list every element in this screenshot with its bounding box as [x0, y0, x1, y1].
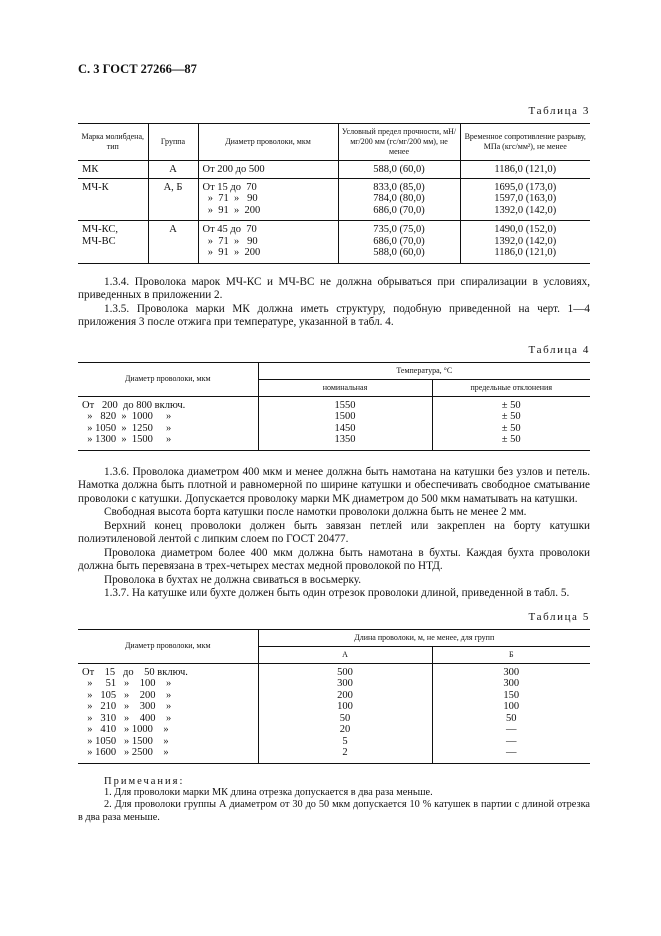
t5-col-group-a: А — [258, 646, 432, 663]
cell-line: 833,0 (85,0) — [373, 181, 425, 193]
cell — [460, 178, 590, 221]
cell-line: 1550 — [334, 399, 356, 411]
cell-line: 1695,0 (173,0) — [494, 181, 557, 193]
cell-line: От 15 до 50 включ. — [82, 666, 188, 678]
t4-col-temp: Температура, °С — [258, 362, 590, 379]
table-row — [78, 663, 590, 763]
cell-line: 100 — [503, 701, 520, 712]
cell-line: 150 — [503, 689, 520, 701]
cell-line: От 200 до 800 включ. — [82, 399, 186, 411]
cell-line: 1597,0 (163,0) — [494, 193, 557, 204]
paragraph-flange: Свободная высота борта катушки после намотки проволоки должна быть не менее 2 мм. — [104, 506, 527, 518]
page-header: С. 3 ГОСТ 27266—87 — [78, 62, 197, 76]
cell-line: » 410 » 1000 » — [82, 724, 169, 735]
cell: А — [148, 161, 198, 179]
cell: От 200 до 500 — [198, 161, 338, 179]
cell-line: » 71 » 90 — [202, 193, 258, 204]
cell-line: 1392,0 (142,0) — [494, 204, 557, 216]
t4-col-nominal: номинальная — [258, 379, 432, 396]
cell — [198, 221, 338, 264]
t3-col-group: Группа — [148, 124, 198, 161]
cell-line: 5 — [342, 735, 348, 747]
t3-col-diam: Диаметр проволоки, мкм — [198, 124, 338, 161]
cell-line: » 71 » 90 — [202, 235, 258, 247]
cell-line: 735,0 (75,0) — [373, 224, 425, 235]
cell-line: » 820 » 1000 » — [82, 411, 172, 422]
paragraph-1-3-7: 1.3.7. На катушке или бухте должен быть один отрезок проволоки длиной, приведенной в табл. 5. — [104, 587, 570, 599]
cell-line: 300 — [337, 678, 353, 689]
table5-caption: Таблица 5 — [528, 610, 590, 623]
cell-line: От 15 до 70 — [202, 181, 257, 193]
cell-line: — — [506, 735, 517, 747]
cell — [258, 663, 432, 763]
cell-line: 300 — [503, 666, 520, 678]
note-2: 2. Для проволоки группы А диаметром от 30 до 50 мкм допускается 10 % катушек в партии с длиной отрезка в два раза меньше. — [78, 799, 590, 823]
notes-title: Примечания: — [104, 775, 185, 787]
cell — [258, 396, 432, 450]
table-4 — [78, 362, 590, 451]
cell-line: 300 — [503, 678, 520, 689]
cell-line: 2 — [342, 747, 348, 758]
cell: МЧ-К — [78, 178, 148, 221]
cell-line: ± 50 — [501, 434, 521, 445]
cell-line: 1350 — [334, 434, 356, 445]
t5-col-length: Длина проволоки, м, не менее, для групп — [258, 629, 590, 646]
table5-header — [78, 629, 590, 646]
table4-caption: Таблица 4 — [528, 343, 590, 356]
cell-line: 500 — [337, 666, 353, 678]
cell-line: » 51 » 100 » — [82, 678, 172, 689]
cell — [338, 221, 460, 264]
cell-line: ± 50 — [501, 399, 521, 411]
cell-line: 20 — [339, 724, 351, 735]
cell-line: » 91 » 200 — [202, 247, 261, 258]
cell: МК — [78, 161, 148, 179]
cell-line: 100 — [337, 701, 353, 712]
cell — [432, 663, 590, 763]
cell — [338, 178, 460, 221]
table-row — [78, 396, 590, 450]
table-3 — [78, 123, 590, 264]
paragraph-twist: Проволока в бухтах не должна свиваться в восьмерку. — [104, 573, 362, 586]
cell: А — [148, 221, 198, 264]
cell-line: — — [506, 747, 517, 758]
table3-caption: Таблица 3 — [528, 105, 590, 117]
cell-line: » 1300 » 1500 » — [82, 434, 172, 445]
cell-line: 1490,0 (152,0) — [494, 224, 557, 235]
cell — [198, 178, 338, 221]
cell-line: ± 50 — [501, 411, 521, 422]
cell-line: » 1050 » 1250 » — [82, 422, 172, 434]
note-1: 1. Для проволоки марки МК длина отрезка допускается в два раза меньше. — [104, 786, 433, 798]
cell-line: » 210 » 300 » — [82, 701, 172, 712]
table3-header — [78, 124, 590, 161]
t5-col-group-b: Б — [432, 646, 590, 663]
paragraph-1-3-4: 1.3.4. Проволока марок МЧ-КС и МЧ-ВС не должна обрываться при спирализации в условиях, приведенных в приложении 2. — [78, 275, 590, 301]
t3-col-mark: Марка молибдена, тип — [78, 124, 148, 161]
cell-line: 1500 — [334, 411, 356, 422]
t4-col-diam: Диаметр проволоки, мкм — [78, 362, 258, 396]
cell-line: — — [506, 724, 517, 735]
table-row — [78, 161, 590, 179]
cell-line: 784,0 (80,0) — [373, 193, 425, 204]
table-5 — [78, 629, 590, 764]
cell-line: » 310 » 400 » — [82, 712, 172, 724]
cell-line: МЧ-ВС — [82, 235, 116, 247]
cell — [78, 221, 148, 264]
table-row — [78, 178, 590, 221]
cell-line: МЧ-КС, — [82, 224, 119, 235]
cell-line: 1450 — [334, 422, 356, 434]
paragraph-1-3-6: 1.3.6. Проволока диаметром 400 мкм и менее должна быть намотана на катушки без узлов и петель. Намотка должна быть плотной и равномерной по ширине катушки и обеспечивать свободное сматывание проволоки с катушки. Допускается проволоку марки МК диаметром до 500 мкм наматывать на катушки. — [78, 465, 590, 505]
cell-line: 686,0 (70,0) — [373, 204, 425, 216]
paragraph-end: Верхний конец проволоки должен быть завязан петлей или закреплен на борту катушки полиэтиленовой лентой с липким слоем по ГОСТ 20477. — [78, 519, 590, 545]
cell-line: 588,0 (60,0) — [373, 247, 425, 258]
cell-line: » 91 » 200 — [202, 204, 261, 216]
cell-line: 50 — [506, 712, 517, 724]
cell-line: От 45 до 70 — [202, 224, 257, 235]
cell-line: » 1600 » 2500 » — [82, 747, 169, 758]
cell: 588,0 (60,0) — [338, 161, 460, 179]
cell: 1186,0 (121,0) — [460, 161, 590, 179]
paragraph-1-3-5: 1.3.5. Проволока марки МК должна иметь структуру, подобную приведенной на черт. 1—4 приложения 3 после отжига при температуре, указанной в табл. 4. — [78, 302, 590, 328]
page — [78, 62, 590, 824]
paragraph-coil: Проволока диаметром более 400 мкм должна быть намотана в бухты. Каждая бухта проволоки должна быть перевязана в трех-четырех местах медной проволокой по НТД. — [78, 546, 590, 572]
table4-header — [78, 362, 590, 379]
cell-line: ± 50 — [501, 422, 521, 434]
cell-line: 686,0 (70,0) — [373, 235, 425, 247]
cell-line: » 105 » 200 » — [82, 689, 172, 701]
t3-col-strength: Условный предел прочности, мН/мг/200 мм (гс/мг/200 мм), не менее — [338, 124, 460, 161]
cell: А, Б — [148, 178, 198, 221]
cell — [460, 221, 590, 264]
cell — [432, 396, 590, 450]
t5-col-diam: Диаметр проволоки, мкм — [78, 629, 258, 663]
cell-line: 200 — [337, 689, 353, 701]
cell-line: 1392,0 (142,0) — [494, 235, 557, 247]
cell — [78, 396, 258, 450]
cell — [78, 663, 258, 763]
cell-line: 1186,0 (121,0) — [494, 247, 557, 258]
cell-line: 50 — [339, 712, 351, 724]
t4-col-deviation: предельные отклонения — [432, 379, 590, 396]
cell-line: » 1050 » 1500 » — [82, 735, 169, 747]
table-row — [78, 221, 590, 264]
t3-col-tensile: Временное сопротивление разрыву, МПа (кгс/мм²), не менее — [460, 124, 590, 161]
